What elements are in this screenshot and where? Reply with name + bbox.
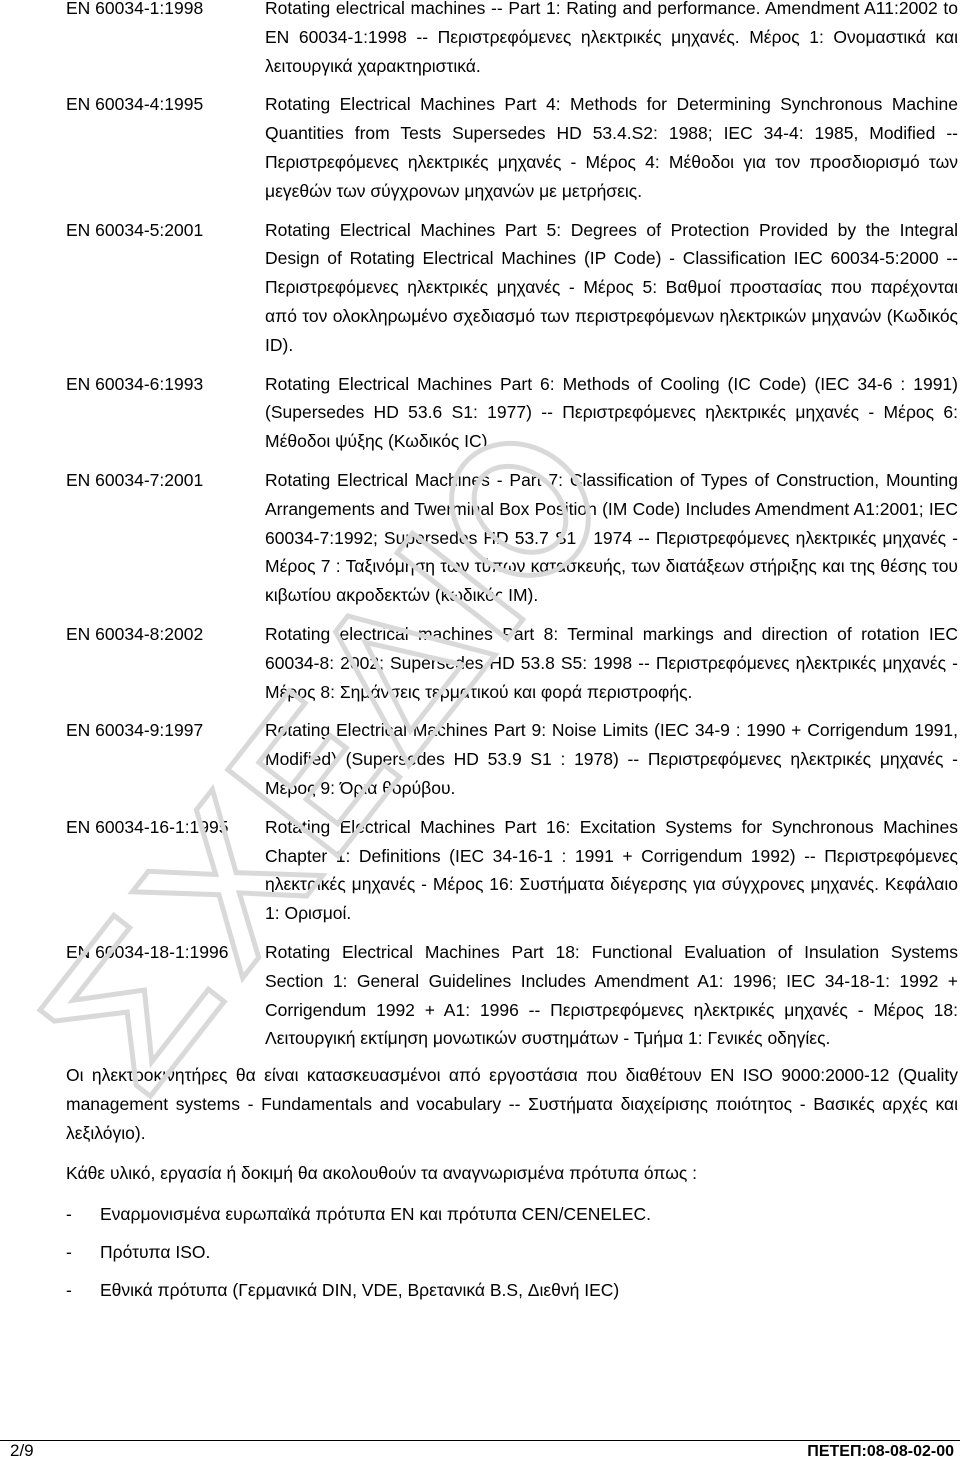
standard-description: Rotating Electrical Machines Part 6: Methods of Cooling (IC Code) (IEC 34-6 : 1991) (Supersedes HD 53.6 S1: 1977) -- Περιστρεφόμενες ηλεκτρικές μηχανές - Μέρος 6: Μέθοδοι ψύξης (Κωδικός IC). (265, 373, 958, 452)
standard-row (66, 716, 958, 802)
standard-description: Rotating Electrical Machines Part 18: Functional Evaluation of Insulation Systems Section 1: General Guidelines Includes Amendment A1: 1996; IEC 34-18-1: 1992 + Corrigendum 1992 + A1: 1996 -- Περιστρεφόμενες ηλεκτρικές μηχανές - Μέρος 18: Λειτουργική εκτίμηση μονωτικών συστημάτων - Τμήμα 1: Γενικές οδηγίες. (265, 941, 958, 1049)
standard-description: Rotating Electrical Machines Part 4: Methods for Determining Synchronous Machine Quantities from Tests Supersedes HD 53.4.S2: 1988; IEC 34-4: 1985, Modified -- Περιστρεφόμενες ηλεκτρικές μηχανές - Μέρος 4: Μέθοδοι για τον προσδιορισμό των μεγεθών των σύγχρονων μηχανών με μετρήσεις. (265, 94, 958, 201)
standard-code: EN 60034-1:1998 (66, 0, 204, 18)
bullet-item (66, 1202, 958, 1226)
document-page (66, 0, 958, 1302)
standards-list (66, 0, 958, 1053)
page-number: 2/9 (10, 1441, 34, 1460)
standard-row (66, 813, 958, 928)
bullet-dash: - (66, 1204, 72, 1225)
bullet-text: Εναρμονισμένα ευρωπαϊκά πρότυπα EN και πρότυπα CEN/CENELEC. (100, 1204, 651, 1225)
bullet-item (66, 1240, 958, 1264)
standard-row (66, 216, 958, 360)
standards-bullet-list (66, 1202, 958, 1302)
standard-description: Rotating Electrical Machines Part 9: Noise Limits (IEC 34-9 : 1990 + Corrigendum 1991, Modified) (Supersedes HD 53.9 S1 : 1978) -- Περιστρεφόμενες ηλεκτρικές μηχανές - Μέρος 9: Όρια θορύβου. (265, 720, 958, 798)
standard-code: EN 60034-4:1995 (66, 94, 204, 115)
standard-row (66, 620, 958, 706)
footer-divider (0, 1440, 960, 1441)
standard-description: Rotating Electrical Machines Part 16: Excitation Systems for Synchronous Machines Chapter 1: Definitions (IEC 34-16-1 : 1991 + Corrigendum 1992) -- Περιστρεφόμενες ηλεκτρικές μηχανές - Μέρος 16: Συστήματα διέγερσης για σύγχρονες μηχανές. Κεφάλαιο 1: Ορισμοί. (265, 816, 958, 924)
standard-description: Rotating electrical machines -- Part 1: Rating and performance. Amendment A11:2002 to EN 60034-1:1998 -- Περιστρεφόμενες ηλεκτρικές μηχανές. Μέρος 1: Ονομαστικά και λειτουργικά χαρακτηριστικά. (265, 0, 958, 76)
standard-description: Rotating Electrical Machines - Part 7: Classification of Types of Construction, Mounting Arrangements and Twerminal Box Position (IM Code) Includes Amendment A1:2001; IEC 60034-7:1992; Supersedes HD 53.7 S1 : 1974 -- Περιστρεφόμενες ηλεκτρικές μηχανές - Μέρος 7 : Ταξινόμηση των τύπων κατασκευής, των διατάξεων στήριξης και της θέσης του κιβωτίου ακροδεκτών (κωδικός IM). (265, 469, 958, 606)
standard-code: EN 60034-6:1993 (66, 373, 204, 394)
bullet-text: Εθνικά πρότυπα (Γερμανικά DIN, VDE, Βρετανικά B.S, Διεθνή IEC) (100, 1280, 620, 1301)
standard-code: EN 60034-9:1997 (66, 720, 204, 741)
standard-code: EN 60034-16-1:1995 (66, 816, 229, 837)
standard-description: Rotating Electrical Machines Part 5: Degrees of Protection Provided by the Integral Design of Rotating Electrical Machines (IP Code) - Classification IEC 60034-5:2000 -- Περιστρεφόμενες ηλεκτρικές μηχανές - Μέρος 5: Βαθμοί προστασίας που παρέχονται από τον ολοκληρωμένο σχεδιασμό των περιστρεφόμενων ηλεκτρικών μηχανών (Κωδικός ID). (265, 219, 958, 355)
bullet-item (66, 1278, 958, 1302)
standard-row (66, 466, 958, 610)
standard-row (66, 938, 958, 1053)
standard-description: Rotating electrical machines Part 8: Terminal markings and direction of rotation IEC 60034-8: 2002; Supersedes HD 53.8 S5: 1998 -- Περιστρεφόμενες ηλεκτρικές μηχανές - Μέρος 8: Σημάνσεις τερματικού και φορά περιστροφής. (265, 623, 958, 702)
standard-row (66, 0, 958, 80)
bullet-dash: - (66, 1242, 72, 1263)
document-code: ΠΕΤΕΠ:08-08-02-00 (807, 1443, 954, 1460)
standard-row (66, 370, 958, 456)
standard-code: EN 60034-7:2001 (66, 469, 204, 490)
standards-intro-paragraph: Κάθε υλικό, εργασία ή δοκιμή θα ακολουθούν τα αναγνωρισμένα πρότυπα όπως : (66, 1163, 698, 1184)
standard-code: EN 60034-5:2001 (66, 219, 204, 240)
bullet-text: Πρότυπα ISO. (100, 1242, 211, 1263)
standard-code: EN 60034-18-1:1996 (66, 941, 229, 962)
standard-row (66, 90, 958, 205)
bullet-dash: - (66, 1280, 72, 1301)
iso-paragraph: Οι ηλεκτροκινητήρες θα είναι κατασκευασμένοι από εργοστάσια που διαθέτουν EN ISO 9000:2000-12 (Quality management systems - Fundamentals and vocabulary -- Συστήματα διαχείρισης ποιότητος - Βασικές αρχές και λεξιλόγιο). (66, 1065, 958, 1143)
standard-code: EN 60034-8:2002 (66, 623, 204, 644)
